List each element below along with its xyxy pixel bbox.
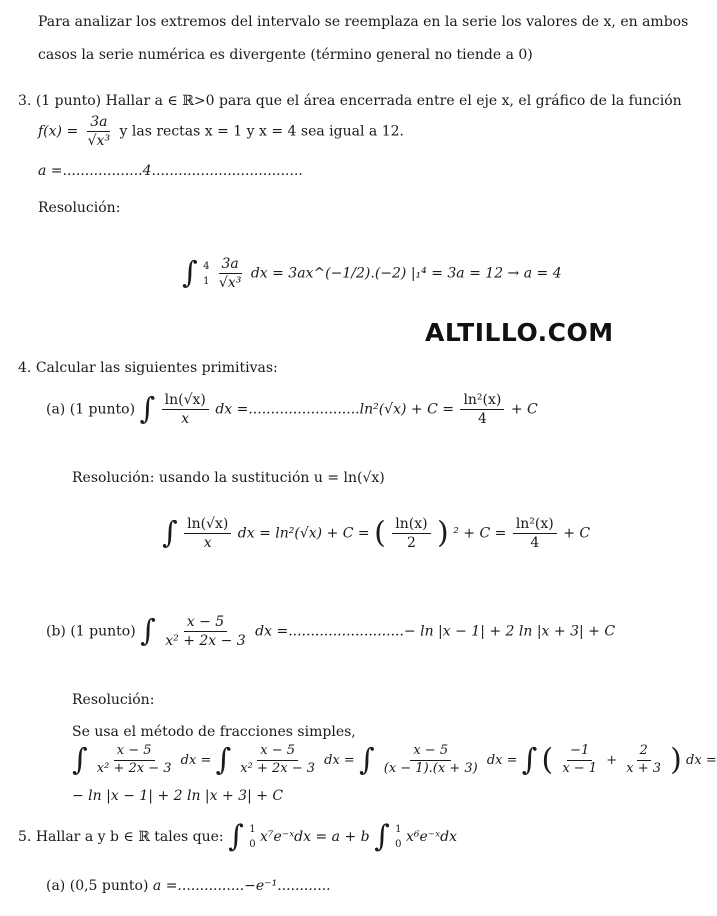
q4a-ans-num: ln²(x) xyxy=(460,392,504,410)
q4a-r-p-num: ln(x) xyxy=(392,516,430,534)
q4b-final: − ln |x − 1| + 2 ln |x + 3| + C xyxy=(72,788,284,804)
q4a-r-e-fraction xyxy=(513,516,557,551)
q3-text-b: y las rectas x = 1 y x = 4 sea igual a 12. xyxy=(119,123,404,140)
q4b-fractions-eq: ∫ $\frac{x - 5}{\text{x² + 2x − 3}}$ dx = ∫ $\frac{x - 5}{\text{x² + 2x − 3}}$ dx = ∫ $\frac{x - 5}{(x - 1).(x + 3)}$ dx = ∫ ( $\frac{-1}{x - 1}$ + $\frac{2}{x + 3}$ ) dx = xyxy=(72,742,717,778)
q5-lower-1: 0 xyxy=(249,839,256,850)
q4b-den: x² + 2x − 3 xyxy=(165,633,246,650)
q4a-r-tail: + C xyxy=(563,525,591,542)
q5-expr-1: x⁷e⁻ˣdx = a + b xyxy=(260,829,370,845)
q4b-f1-num: x − 5 xyxy=(114,744,155,761)
integral-sign-icon: ∫ xyxy=(140,613,156,649)
q4a-r-e-num: ln²(x) xyxy=(513,516,557,534)
q4b-f3 xyxy=(381,744,481,777)
q4b-label: (b) xyxy=(46,623,66,640)
q3-resolucion: Resolución: xyxy=(38,200,121,216)
integral-sign-icon: ∫ xyxy=(72,742,88,778)
integral-sign-icon: ∫ xyxy=(215,742,232,778)
q4b-eq-1: dx = xyxy=(180,752,212,768)
integral-sign-icon: ∫ xyxy=(358,742,375,778)
integral-sign-icon: ∫ xyxy=(139,391,156,427)
q4b-p1 xyxy=(559,744,600,777)
q4b-p1-num: −1 xyxy=(567,744,592,761)
q4a-resolucion: Resolución: usando la sustitución u = ln(√x) xyxy=(72,470,385,486)
q4-number: 4. xyxy=(18,360,32,376)
q3-lower: 1 xyxy=(203,275,210,287)
q3-f-fraction xyxy=(85,114,113,149)
q4a-ans-fraction xyxy=(460,392,504,427)
q4a-ans-tail: + C xyxy=(510,401,538,418)
q3-result: dx = 3ax^(−1/2).(−2) |₁⁴ = 3a = 12 → a = 4 xyxy=(250,265,562,282)
q3-int-num: 3a xyxy=(219,256,242,274)
left-paren-icon: ( xyxy=(374,515,386,551)
q4a-label: (a) xyxy=(46,401,66,418)
q3-f-num: 3a xyxy=(87,114,110,132)
q4b-f2 xyxy=(237,744,318,777)
q4a-r-num: ln(√x) xyxy=(184,516,231,534)
q3-points: (1 punto) xyxy=(35,93,102,109)
q4b-answer: dx =..........................− ln |x − 1| + 2 ln |x + 3| + C xyxy=(255,623,616,640)
q3-heading xyxy=(18,93,682,110)
q5a-answer: a =...............−e⁻¹............ xyxy=(152,878,331,894)
q4a-num: ln(√x) xyxy=(162,392,209,410)
q4b-f2-den: x² + 2x − 3 xyxy=(240,760,315,776)
q5-number: 5. xyxy=(18,829,32,845)
q4a-points: (1 punto) xyxy=(69,401,136,418)
q4b-p1-den: x − 1 xyxy=(562,760,598,776)
q3-f-label: f(x) = xyxy=(38,123,79,140)
left-paren-icon: ( xyxy=(541,742,554,778)
q4b-f1-den: x² + 2x − 3 xyxy=(96,760,172,776)
q4a-r-fraction xyxy=(184,516,231,551)
integral-sign-icon: ∫ xyxy=(182,255,198,291)
q4b-method: Se usa el método de fracciones simples, xyxy=(72,724,356,740)
q5-lower-2: 0 xyxy=(395,839,402,850)
q4a-den: x xyxy=(181,411,190,428)
q4a-r-p-fraction xyxy=(392,516,430,551)
q5-limits-1 xyxy=(249,822,255,852)
q4b-f1 xyxy=(94,744,175,777)
q4b-p2 xyxy=(623,744,664,777)
q4b-line xyxy=(46,614,615,649)
integral-sign-icon: ∫ xyxy=(521,742,538,778)
q4b-eq-3: dx = xyxy=(486,752,518,768)
q4b-f2-num: x − 5 xyxy=(257,744,298,761)
q5a-label: (a) xyxy=(46,878,66,894)
q4a-r-p-den: 2 xyxy=(406,535,416,552)
q3-function-line xyxy=(38,114,404,149)
q4b-eq-2: dx = xyxy=(324,752,355,768)
q3-int-fraction xyxy=(216,256,244,291)
q4b-num: x − 5 xyxy=(184,614,227,632)
q4a-resolution-eq xyxy=(162,516,590,551)
q4-title: Calcular las siguientes primitivas: xyxy=(35,360,278,376)
intro-line-2: casos la serie numérica es divergente (término general no tiende a 0) xyxy=(38,47,533,63)
q5-limits-2 xyxy=(395,822,401,852)
q4a-answer: dx =.........................ln²(√x) + C = xyxy=(215,401,454,418)
q3-number: 3. xyxy=(18,93,32,109)
q4b-points: (1 punto) xyxy=(70,623,136,640)
brand-logo: ALTILLO.COM xyxy=(425,318,614,347)
q3-answer: a =..................4.................................. xyxy=(38,163,303,179)
q3-f-den: √x³ xyxy=(87,133,111,150)
q4b-fraction xyxy=(162,614,248,649)
q4a-fraction xyxy=(162,392,209,427)
integral-sign-icon: ∫ xyxy=(228,819,244,854)
q4a-ans-den: 4 xyxy=(477,411,487,428)
q4a-r-mid: dx = ln²(√x) + C = xyxy=(237,525,370,542)
q4a-r-den: x xyxy=(203,535,212,552)
q3-text-a: Hallar a ∈ ℝ>0 para que el área encerrada entre el eje x, el gráfico de la función xyxy=(105,93,682,109)
q3-upper: 4 xyxy=(203,260,210,272)
intro-line-1: Para analizar los extremos del intervalo se reemplaza en la serie los valores de x, en ambos xyxy=(38,14,689,30)
right-paren-icon: ) xyxy=(670,742,682,778)
q4b-f3-den: (x − 1).(x + 3) xyxy=(383,760,478,776)
q4b-resolucion: Resolución: xyxy=(72,692,155,708)
q3-int-den: √x³ xyxy=(218,275,242,292)
q5a-points: (0,5 punto) xyxy=(69,878,149,894)
q4a-line xyxy=(46,392,538,427)
integral-sign-icon: ∫ xyxy=(162,515,178,551)
q5-expr-2: x⁶e⁻ˣdx xyxy=(405,829,457,845)
q4b-p2-num: 2 xyxy=(637,744,651,761)
q4b-p2-den: x + 3 xyxy=(626,760,662,776)
q5-upper-2: 1 xyxy=(395,824,402,835)
q5-line xyxy=(18,819,457,854)
q4a-r-e-den: 4 xyxy=(530,535,540,552)
q3-limits xyxy=(203,259,209,289)
right-paren-icon: ) xyxy=(437,515,449,551)
q5a-line xyxy=(46,878,331,895)
q5-text: Hallar a y b ∈ ℝ tales que: xyxy=(35,829,224,845)
q5-upper-1: 1 xyxy=(249,824,256,835)
q4b-f3-num: x − 5 xyxy=(410,744,451,761)
q4b-eq-4: dx = xyxy=(686,752,717,768)
q4-heading xyxy=(18,360,278,377)
q4a-r-mid2: ² + C = xyxy=(453,525,507,542)
q3-integral xyxy=(182,256,562,291)
integral-sign-icon: ∫ xyxy=(374,819,390,854)
